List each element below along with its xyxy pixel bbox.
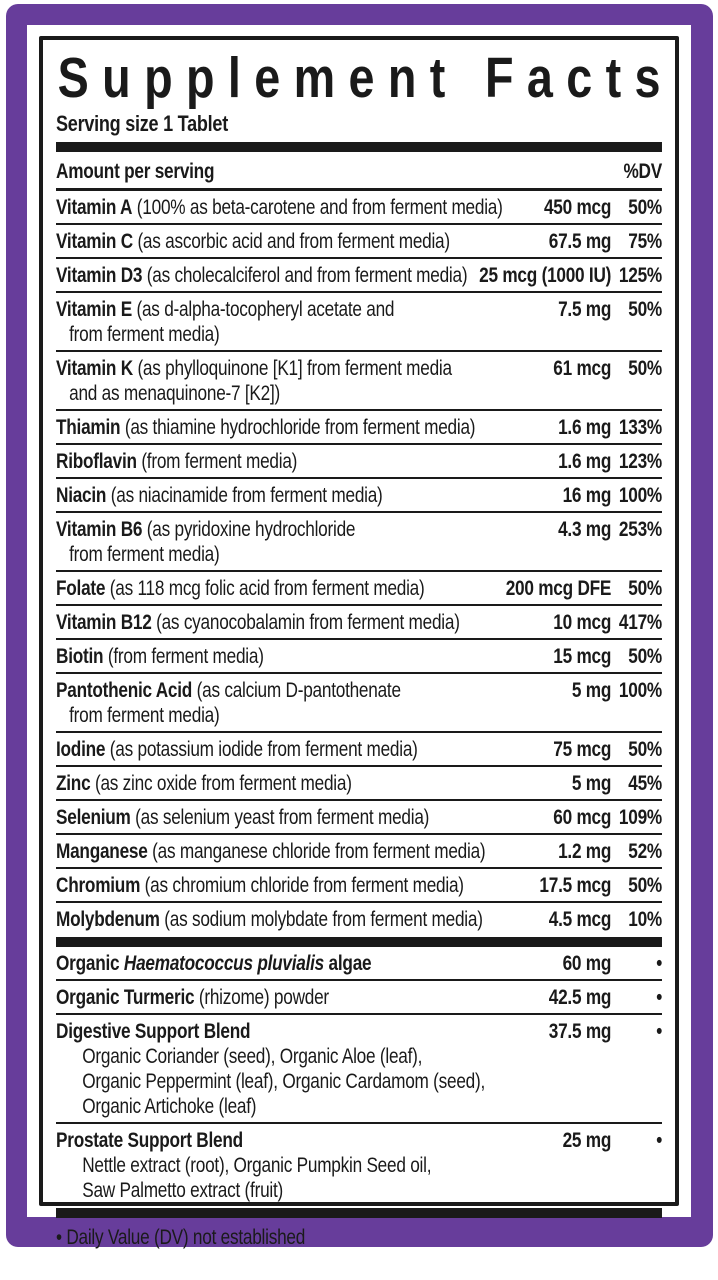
nutrient-dv: 123% xyxy=(618,450,662,473)
table-row xyxy=(56,570,662,604)
table-row xyxy=(56,223,662,257)
table-row xyxy=(56,191,662,223)
nutrient-table xyxy=(56,191,662,935)
blend-ingredients-line: Organic Artichoke (leaf) xyxy=(82,1095,257,1118)
nutrient-dv: 10% xyxy=(628,908,662,931)
nutrient-dv: • xyxy=(656,986,662,1009)
blend-ingredients-line: Organic Coriander (seed), Organic Aloe (leaf), xyxy=(82,1045,423,1068)
nutrient-dv: 50% xyxy=(628,298,662,321)
nutrient-dv: 253% xyxy=(618,518,662,541)
nutrient-amount: 16 mg xyxy=(562,484,612,507)
nutrient-name: Niacin (as niacinamide from ferment media) xyxy=(56,484,383,507)
nutrient-name: Folate (as 118 mcg folic acid from ferment media) xyxy=(56,577,425,600)
nutrient-name: Prostate Support Blend xyxy=(56,1129,243,1152)
nutrient-name: Zinc (as zinc oxide from ferment media) xyxy=(56,772,352,795)
nutrient-name: Organic Turmeric (rhizome) powder xyxy=(56,986,329,1009)
nutrient-dv: 417% xyxy=(618,611,662,634)
nutrient-dv: 52% xyxy=(628,840,662,863)
table-row xyxy=(56,511,662,570)
thick-divider xyxy=(56,142,662,152)
table-row xyxy=(56,604,662,638)
nutrient-dv: 133% xyxy=(618,416,662,439)
nutrient-amount: 1.6 mg xyxy=(558,416,612,439)
nutrient-amount: 60 mg xyxy=(562,952,612,975)
nutrient-amount: 61 mcg xyxy=(553,357,612,380)
table-row xyxy=(56,731,662,765)
nutrient-name: Vitamin B6 (as pyridoxine hydrochloride xyxy=(56,518,356,541)
nutrient-amount: 25 mcg (1000 IU) xyxy=(479,264,612,287)
table-row xyxy=(56,1122,662,1206)
nutrient-amount: 5 mg xyxy=(571,679,612,702)
nutrient-dv: 50% xyxy=(628,357,662,380)
amount-column-header: Amount per serving xyxy=(56,160,215,183)
nutrient-dv: 50% xyxy=(628,196,662,219)
nutrient-name: Iodine (as potassium iodide from ferment media) xyxy=(56,738,418,761)
nutrient-amount: 4.5 mcg xyxy=(548,908,612,931)
table-row xyxy=(56,291,662,350)
nutrient-name: Manganese (as manganese chloride from ferment media) xyxy=(56,840,486,863)
nutrient-name: Molybdenum (as sodium molybdate from ferment media) xyxy=(56,908,483,931)
nutrient-amount: 450 mcg xyxy=(543,196,612,219)
nutrient-amount: 17.5 mcg xyxy=(539,874,612,897)
table-row xyxy=(56,947,662,979)
thick-divider xyxy=(56,937,662,947)
table-row xyxy=(56,833,662,867)
table-row xyxy=(56,443,662,477)
nutrient-amount: 42.5 mg xyxy=(548,986,612,1009)
nutrient-dv: 50% xyxy=(628,577,662,600)
table-row xyxy=(56,409,662,443)
nutrient-name: Digestive Support Blend xyxy=(56,1020,251,1043)
nutrient-amount: 7.5 mg xyxy=(558,298,612,321)
nutrient-dv: 100% xyxy=(618,484,662,507)
nutrient-name: Vitamin K (as phylloquinone [K1] from ferment media xyxy=(56,357,452,380)
nutrient-name: Vitamin B12 (as cyanocobalamin from ferment media) xyxy=(56,611,460,634)
facts-title: S u p p l e m e n t F a c t s xyxy=(57,46,661,110)
table-row xyxy=(56,765,662,799)
table-row xyxy=(56,1013,662,1122)
table-row xyxy=(56,867,662,901)
thick-divider xyxy=(56,1208,662,1218)
nutrient-name: Vitamin C (as ascorbic acid and from ferment media) xyxy=(56,230,450,253)
nutrient-amount: 4.3 mg xyxy=(558,518,612,541)
botanical-table xyxy=(56,947,662,1206)
nutrient-name: Organic Haematococcus pluvialis algae xyxy=(56,952,372,975)
nutrient-amount: 37.5 mg xyxy=(548,1020,612,1043)
nutrient-detail-continued: from ferment media) xyxy=(69,704,220,727)
table-row xyxy=(56,638,662,672)
nutrient-amount: 10 mcg xyxy=(553,611,612,634)
table-row xyxy=(56,799,662,833)
table-row xyxy=(56,672,662,731)
nutrient-name: Vitamin D3 (as cholecalciferol and from ferment media) xyxy=(56,264,468,287)
nutrient-amount: 75 mcg xyxy=(553,738,612,761)
nutrient-name: Selenium (as selenium yeast from ferment media) xyxy=(56,806,430,829)
nutrient-dv: 109% xyxy=(618,806,662,829)
nutrient-name: Biotin (from ferment media) xyxy=(56,645,264,668)
blend-ingredients-line: Nettle extract (root), Organic Pumpkin Seed oil, xyxy=(82,1154,432,1177)
nutrient-detail-continued: from ferment media) xyxy=(69,323,220,346)
blend-ingredients-line: Organic Peppermint (leaf), Organic Cardamom (seed), xyxy=(82,1070,486,1093)
nutrient-amount: 15 mcg xyxy=(553,645,612,668)
nutrient-dv: 50% xyxy=(628,874,662,897)
blend-ingredients-line: Saw Palmetto extract (fruit) xyxy=(82,1179,284,1202)
nutrient-amount: 60 mcg xyxy=(553,806,612,829)
nutrient-dv: 75% xyxy=(628,230,662,253)
table-row xyxy=(56,477,662,511)
nutrient-dv: • xyxy=(656,952,662,975)
nutrient-amount: 200 mcg DFE xyxy=(505,577,612,600)
nutrient-name: Chromium (as chromium chloride from ferment media) xyxy=(56,874,464,897)
nutrient-name: Vitamin A (100% as beta-carotene and from ferment media) xyxy=(56,196,503,219)
nutrient-dv: 125% xyxy=(618,264,662,287)
table-row xyxy=(56,901,662,935)
table-row xyxy=(56,257,662,291)
nutrient-name: Thiamin (as thiamine hydrochloride from ferment media) xyxy=(56,416,476,439)
nutrient-dv: 45% xyxy=(628,772,662,795)
nutrient-amount: 67.5 mg xyxy=(548,230,612,253)
nutrient-amount: 1.6 mg xyxy=(558,450,612,473)
nutrient-dv: 100% xyxy=(618,679,662,702)
nutrient-detail-continued: from ferment media) xyxy=(69,543,220,566)
nutrient-name: Pantothenic Acid (as calcium D-pantothenate xyxy=(56,679,401,702)
column-headers xyxy=(56,154,662,191)
table-row xyxy=(56,350,662,409)
nutrient-amount: 5 mg xyxy=(571,772,612,795)
nutrient-amount: 25 mg xyxy=(562,1129,612,1152)
nutrient-name: Riboflavin (from ferment media) xyxy=(56,450,298,473)
nutrient-dv: 50% xyxy=(628,738,662,761)
nutrient-amount: 1.2 mg xyxy=(558,840,612,863)
dv-column-header: %DV xyxy=(623,160,662,183)
nutrient-name: Vitamin E (as d-alpha-tocopheryl acetate and xyxy=(56,298,395,321)
dv-footnote: • Daily Value (DV) not established xyxy=(56,1226,306,1249)
serving-size: Serving size 1 Tablet xyxy=(56,111,228,136)
label-frame xyxy=(6,4,713,1247)
nutrient-detail-continued: and as menaquinone-7 [K2]) xyxy=(69,382,281,405)
nutrient-dv: 50% xyxy=(628,645,662,668)
nutrient-dv: • xyxy=(656,1020,662,1043)
nutrient-dv: • xyxy=(656,1129,662,1152)
table-row xyxy=(56,979,662,1013)
supplement-facts-panel xyxy=(39,36,679,1249)
